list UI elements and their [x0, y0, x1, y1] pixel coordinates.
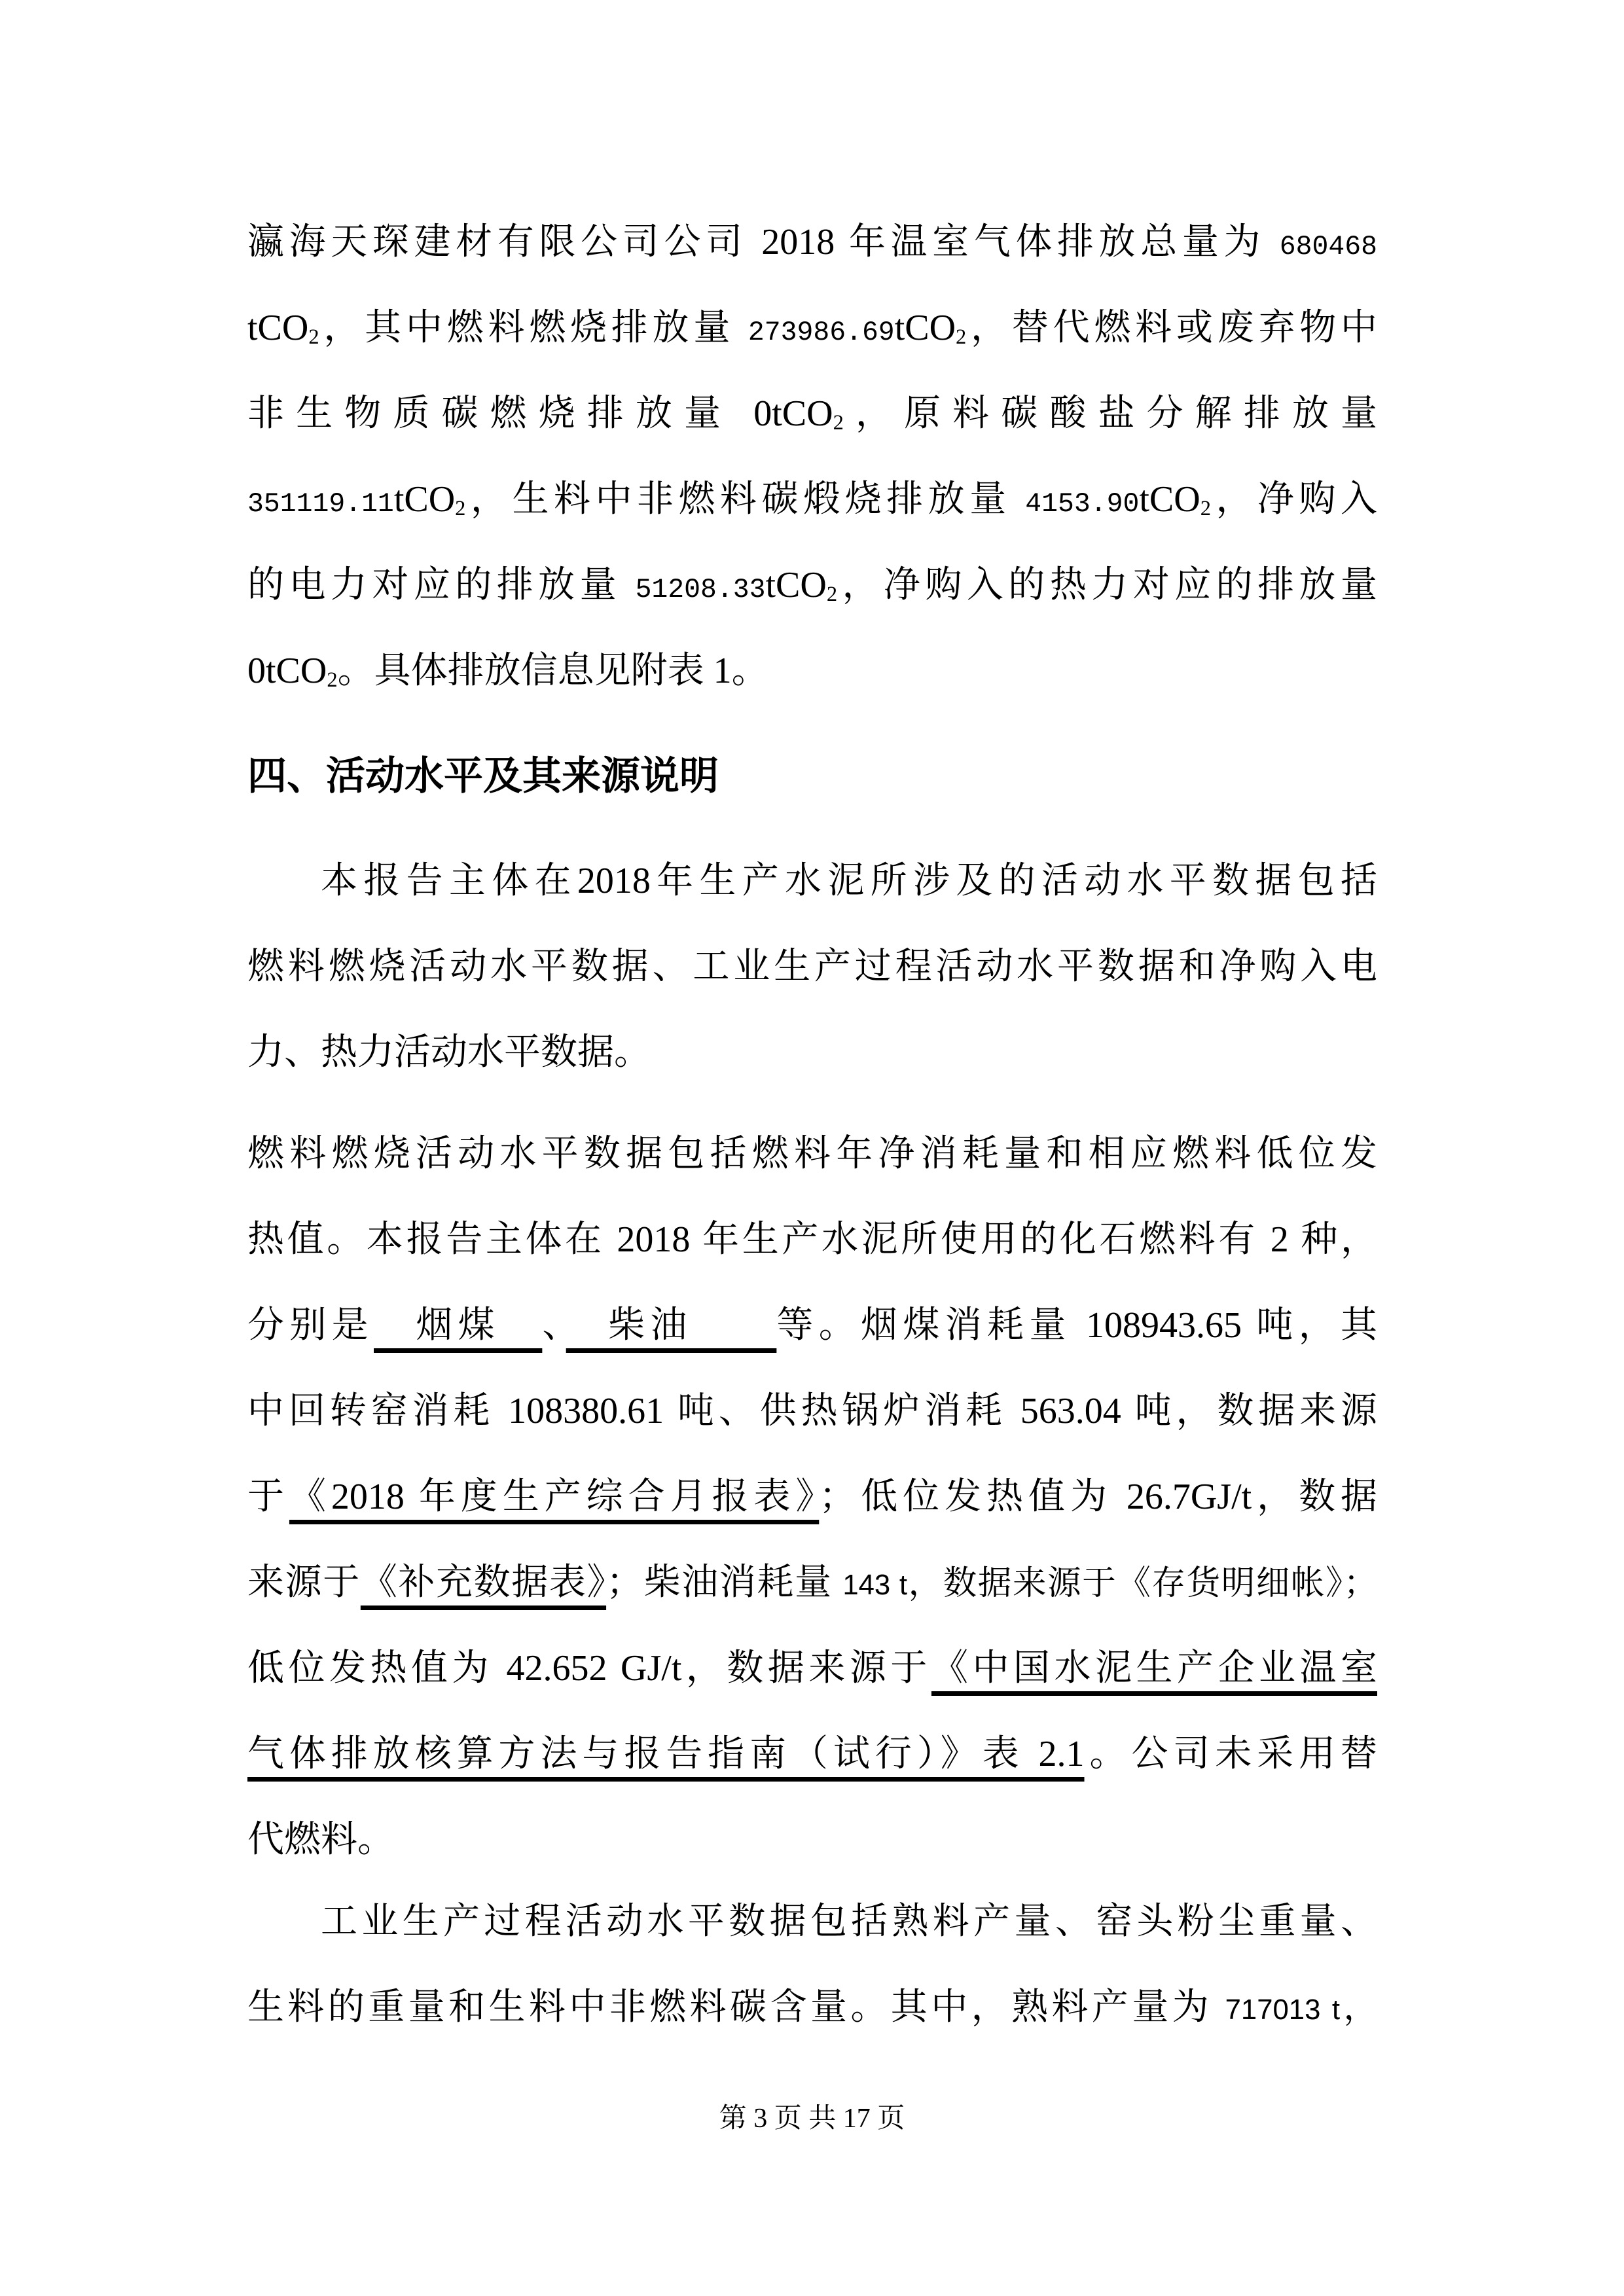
body-text-run: 代燃料。: [247, 1820, 394, 1860]
body-text-run: ；柴油消耗量: [606, 1562, 843, 1603]
text-line: [247, 200, 1377, 285]
body-text-run: 燃料燃烧活动水平数据包括燃料年净消耗量和相应燃料低位发: [247, 1134, 1377, 1174]
body-text-run: 燃料燃烧活动水平数据、工业生产过程活动水平数据和净购入电: [247, 946, 1377, 987]
underlined-field: 《中国水泥生产企业温室: [931, 1648, 1377, 1689]
text-line: [247, 1369, 1377, 1454]
body-text-run: ，替代燃料或废弃物中: [966, 308, 1378, 348]
paragraph-total-emissions: [247, 200, 1377, 714]
body-text-run: 、: [542, 1305, 566, 1346]
body-text-run: 来源于: [247, 1562, 361, 1603]
body-text-run: tCO: [1139, 479, 1200, 520]
subscript-text: 2: [308, 325, 319, 349]
text-line: [247, 1283, 1377, 1369]
body-text-run: ，其中燃料燃烧排放量: [319, 308, 748, 348]
text-line: [247, 1197, 1377, 1283]
text-line: [247, 1797, 1377, 1883]
text-line: [247, 1454, 1377, 1540]
paragraph-fuel-combustion-data: [247, 1111, 1377, 1883]
text-line: [247, 543, 1377, 628]
text-line: [247, 924, 1377, 1010]
body-text-run: 低位发热值为 42.652 GJ/t，数据来源于: [247, 1648, 931, 1689]
body-text-run: ，生料中非燃料碳煅烧排放量: [465, 479, 1026, 520]
body-text-run: ，净购入: [1210, 479, 1378, 520]
body-text-run: 本报告主体在2018年生产水泥所涉及的活动水平数据包括: [321, 861, 1377, 901]
underlined-field: 《2018 年度生产综合月报表》: [289, 1477, 820, 1517]
body-text-run: tCO: [894, 308, 956, 348]
subscript-text: 2: [833, 410, 844, 435]
inserted-value: 680468: [1279, 232, 1377, 262]
body-text-run: 。具体排放信息见附表 1。: [337, 651, 768, 691]
text-line: [247, 628, 1377, 714]
subscript-text: 2: [1200, 496, 1211, 520]
body-text-run: 的电力对应的排放量: [247, 565, 636, 605]
underlined-field: 烟煤: [374, 1305, 543, 1346]
heading-line: [247, 733, 1377, 819]
heading-activity-level: [247, 733, 1377, 819]
inserted-value: 143 t: [842, 1569, 908, 1601]
body-text-run: ，原料碳酸盐分解排放量: [843, 393, 1377, 434]
subscript-text: 2: [455, 496, 466, 520]
body-text-run: 非生物质碳燃烧排放量 0tCO: [247, 393, 833, 434]
text-line: [247, 1712, 1377, 1797]
body-text-run: 力、热力活动水平数据。: [247, 1032, 651, 1073]
text-line: [247, 1111, 1377, 1197]
body-text-run: 四、活动水平及其来源说明: [247, 754, 719, 798]
page-footer: 第 3 页 共 17 页: [719, 2104, 905, 2134]
inserted-value: ，: [1340, 1988, 1378, 2026]
underlined-field: 《补充数据表》: [360, 1562, 607, 1603]
text-line: [247, 1540, 1377, 1626]
text-line: [247, 838, 1377, 924]
body-text-run: 等。烟煤消耗量 108943.65 吨，其: [776, 1305, 1378, 1346]
text-line: [247, 371, 1377, 457]
text-line: [247, 1879, 1377, 1965]
inserted-value: 4153.90: [1025, 490, 1140, 520]
body-text-run: tCO: [247, 308, 309, 348]
body-text-run: 瀛海天琛建材有限公司公司 2018 年温室气体排放总量为: [247, 222, 1280, 262]
inserted-value: 717013 t: [1225, 1994, 1341, 2026]
paragraph-activity-scope: [247, 838, 1377, 1096]
inserted-value: ，数据来源于《存货明细帐》；: [907, 1564, 1378, 1602]
underlined-field: 气体排放核算方法与报告指南（试行）》表 2.1: [247, 1734, 1085, 1774]
subscript-text: 2: [956, 325, 967, 349]
text-line: [247, 1965, 1377, 2051]
body-text-run: 于: [247, 1477, 289, 1517]
body-text-run: ；低位发热值为 26.7GJ/t，数据: [819, 1477, 1378, 1517]
body-text-run: 。公司未采用替: [1084, 1734, 1378, 1774]
body-text-run: 热值。本报告主体在 2018 年生产水泥所使用的化石燃料有 2 种，: [247, 1219, 1377, 1260]
subscript-text: 2: [327, 668, 338, 692]
text-line: [247, 1010, 1377, 1096]
inserted-value: 51208.33: [635, 575, 766, 605]
inserted-value: 273986.69: [748, 318, 895, 348]
body-text-run: tCO: [765, 565, 827, 605]
body-text-run: 工业生产过程活动水平数据包括熟料产量、窑头粉尘重量、: [321, 1901, 1377, 1942]
text-line: [247, 1626, 1377, 1712]
body-text-run: ，净购入的热力对应的排放量: [837, 565, 1378, 605]
paragraph-industrial-process-data: [247, 1879, 1377, 2051]
underlined-field: 柴油: [566, 1305, 777, 1346]
body-text-run: 分别是: [247, 1305, 374, 1346]
subscript-text: 2: [826, 582, 838, 606]
body-text-run: 生料的重量和生料中非燃料碳含量。其中，熟料产量为: [247, 1987, 1225, 2028]
body-text-run: 中回转窑消耗 108380.61 吨、供热锅炉消耗 563.04 吨，数据来源: [247, 1391, 1377, 1431]
body-text-run: 0tCO: [247, 651, 327, 691]
inserted-value: 351119.11: [247, 490, 394, 520]
text-line: [247, 285, 1377, 371]
text-line: [247, 457, 1377, 543]
body-text-run: tCO: [393, 479, 456, 520]
